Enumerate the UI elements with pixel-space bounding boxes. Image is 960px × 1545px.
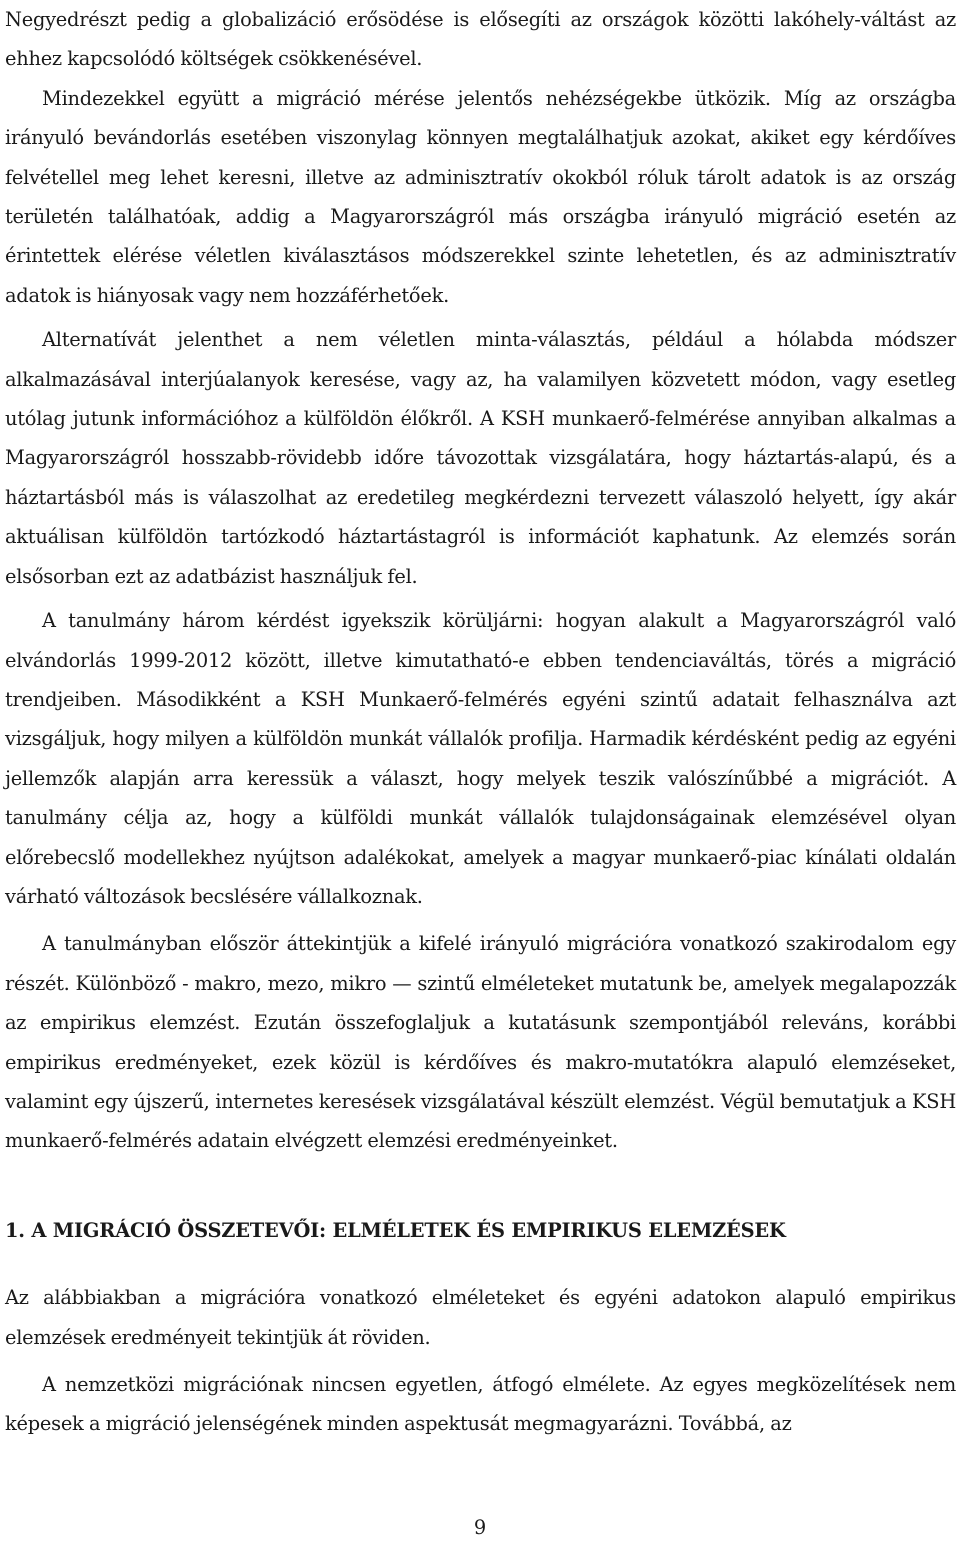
paragraph-measurement: Mindezekkel együtt a migráció mérése jelentős nehézségekbe ütközik. Míg az országba irányuló bevándorlás esetében viszonylag könnyen megtalálhatjuk azokat, akiket egy kérdőíves felvétellel meg lehet keresni, illetve az adminisztratív okokból róluk tárolt adatok is az ország területén találhatóak, addig a Magyarországról más országba irányuló migráció esetén az érintettek elérése véletlen kiválasztásos módszerekkel szinte lehetetlen, és az adminisztratív adatok is hiányosak vagy nem hozzáférhetőek.: [5, 86, 956, 307]
paragraph-globalization: Negyedrészt pedig a globalizáció erősödése is elősegíti az országok közötti lakóhely-váltást az ehhez kapcsolódó költségek csökkenésével.: [5, 8, 956, 71]
paragraph-alternative: Alternatívát jelenthet a nem véletlen minta-választás, például a hólabda módszer alkalmazásával interjúalanyok keresése, vagy az, ha valamilyen közvetett módon, vagy esetleg utólag jutunk információhoz a külföldön élőkről. A KSH munkaerő-felmérése annyiban alkalmas a Magyarországról hosszabb-rövidebb időre távozottak vizsgálatára, hogy háztartás-alapú, és a háztartásból más is válaszolhat az eredetileg megkérdezni tervezett válaszoló helyett, így akár aktuálisan külföldön tartózkodó háztartástagról is információt kaphatunk. Az elemzés során elsősorban ezt az adatbázist használjuk fel.: [5, 328, 956, 588]
paragraph-section-intro: Az alábbiakban a migrációra vonatkozó elméleteket és egyéni adatokon alapuló empirikus elemzések eredményeit tekintjük át röviden.: [5, 1286, 956, 1349]
document-page: [5, 0, 956, 1444]
paragraph-study-questions: A tanulmány három kérdést igyekszik körüljárni: hogyan alakult a Magyarországról való elvándorlás 1999-2012 között, illetve kimutatható-e ebben tendenciaváltás, törés a migráció trendjeiben. Másodikként a KSH Munkaerő-felmérés egyéni szintű adatait felhasználva azt vizsgáljuk, hogy milyen a külföldön munkát vállalók profilja. Harmadik kérdésként pedig az egyéni jellemzők alapján arra keressük a választ, hogy melyek teszik valószínűbbé a migrációt. A tanulmány célja az, hogy a külföldi munkát vállalók tulajdonságainak elemzésével olyan előrebecslő modellekhez nyújtson adalékokat, amelyek a magyar munkaerő-piac kínálati oldalán várható változások becslésére vállalkoznak.: [5, 609, 956, 908]
page-number: 9: [473, 1516, 487, 1539]
paragraph-international-migration: A nemzetközi migrációnak nincsen egyetlen, átfogó elmélete. Az egyes megközelítések nem képesek a migráció jelenségének minden aspektusát megmagyarázni. Továbbá, az: [5, 1373, 956, 1436]
section-heading: 1. A MIGRÁCIÓ ÖSSZETEVŐI: ELMÉLETEK ÉS EMPIRIKUS ELEMZÉSEK: [5, 1218, 786, 1242]
paragraph-study-structure: A tanulmányban először áttekintjük a kifelé irányuló migrációra vonatkozó szakirodalom egy részét. Különböző - makro, mezo, mikro — szintű elméleteket mutatunk be, amelyek megalapozzák az empirikus elemzést. Ezután összefoglaljuk a kutatásunk szempontjából releváns, korábbi empirikus eredményeket, ezek közül is kérdőíves és makro-mutatókra alapuló elemzéseket, valamint egy újszerű, internetes keresések vizsgálatával készült elemzést. Végül bemutatjuk a KSH munkaerő-felmérés adatain elvégzett elemzési eredményeinket.: [5, 932, 956, 1153]
